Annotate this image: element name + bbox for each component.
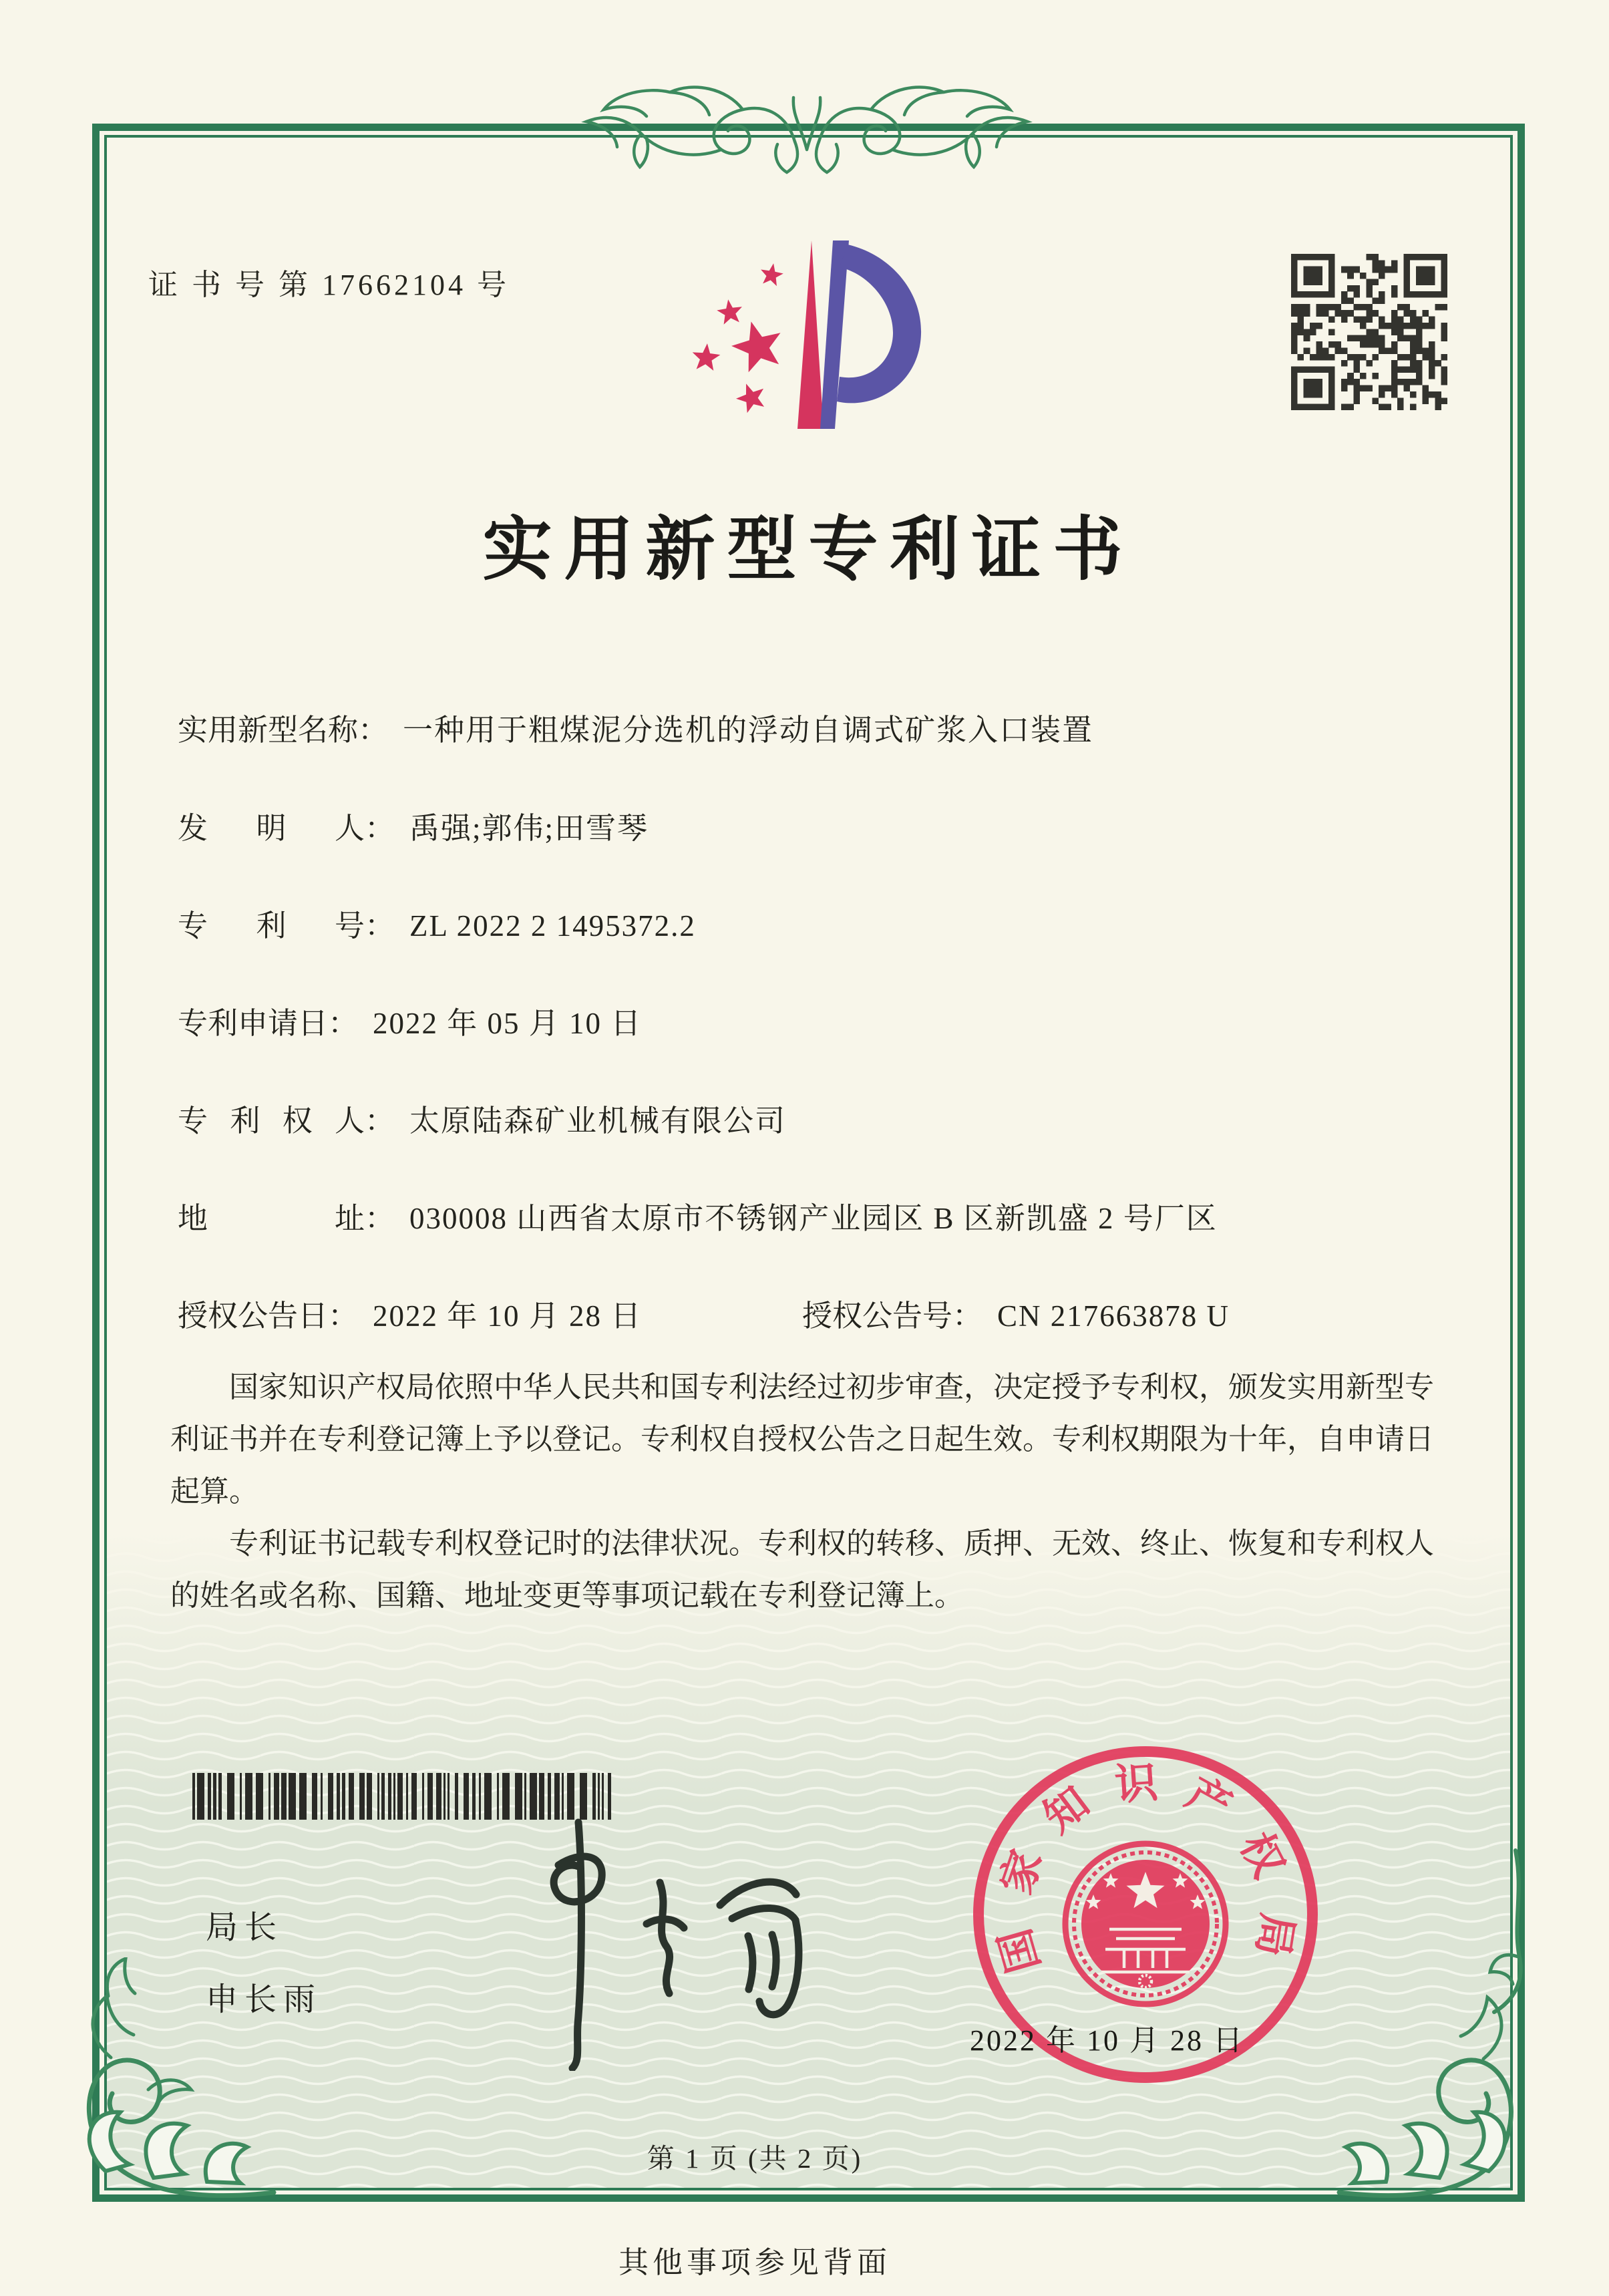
- field-pair-grant-number: [802, 1291, 1230, 1335]
- page-number: 第 1 页 (共 2 页): [647, 2143, 863, 2174]
- field-label: 实用新型名称: [178, 713, 359, 747]
- legal-paragraph-2: 专利证书记载专利权登记时的法律状况。专利权的转移、质押、无效、终止、恢复和专利权人的姓名或名称、国籍、地址变更等事项记载在专利登记簿上。: [170, 1527, 1434, 1612]
- field-colon: ：: [365, 1104, 395, 1138]
- field-value: 030008 山西省太原市不锈钢产业园区 B 区新凯盛 2 号厂区: [409, 1202, 1218, 1235]
- field-value: 禹强;郭伟;田雪琴: [409, 812, 649, 845]
- svg-text:产: 产: [1178, 1769, 1240, 1832]
- legal-text: [170, 1361, 1434, 1622]
- qr-code-icon: [1291, 254, 1447, 410]
- svg-text:识: 识: [1113, 1758, 1159, 1810]
- field-row-address: [178, 1194, 1447, 1234]
- svg-text:国: 国: [991, 1923, 1049, 1978]
- field-colon: ：: [365, 1202, 395, 1235]
- director-name: 申长雨: [206, 1982, 323, 2017]
- field-colon: ：: [365, 812, 395, 845]
- field-row-filing-date: [178, 999, 1447, 1039]
- field-colon: ：: [952, 1299, 983, 1333]
- back-note: 其他事项参见背面: [618, 2246, 891, 2279]
- top-ornament-icon: [568, 75, 1046, 175]
- handwritten-signature-icon: [434, 1804, 835, 2071]
- field-value: CN 217663878 U: [997, 1299, 1230, 1333]
- svg-text:知: 知: [1035, 1778, 1098, 1842]
- svg-text:权: 权: [1231, 1825, 1293, 1885]
- field-value: ZL 2022 2 1495372.2: [409, 909, 696, 943]
- field-colon: ：: [365, 909, 395, 943]
- field-colon: ：: [328, 1299, 359, 1333]
- field-label: 专 利 权 人: [178, 1104, 365, 1138]
- field-value: 太原陆森矿业机械有限公司: [409, 1104, 787, 1138]
- national-emblem-icon: [1065, 1844, 1226, 2004]
- field-row-patentee: [178, 1096, 1447, 1136]
- certificate-title: 实用新型专利证书: [482, 512, 1135, 589]
- cnipa-logo-icon: [658, 232, 925, 436]
- seal-date: 2022 年 10 月 28 日: [970, 2024, 1244, 2057]
- field-label: 地 址: [178, 1202, 365, 1235]
- field-colon: ：: [358, 713, 389, 747]
- svg-text:局: 局: [1248, 1910, 1302, 1960]
- field-label: 专 利 号: [178, 909, 365, 943]
- field-row-inventor: [178, 804, 1447, 844]
- svg-text:家: 家: [992, 1844, 1051, 1901]
- field-label: 授权公告日: [178, 1299, 329, 1333]
- field-label: 授权公告号: [802, 1299, 953, 1333]
- field-row-grant: [178, 1291, 1447, 1331]
- field-row-name: [178, 705, 1447, 746]
- field-value: 2022 年 10 月 28 日: [373, 1299, 643, 1333]
- legal-paragraph-1: 国家知识产权局依照中华人民共和国专利法经过初步审查，决定授予专利权，颁发实用新型专利证书并在专利登记簿上予以登记。专利权自授权公告之日起生效。专利权期限为十年，自申请日起算。: [170, 1371, 1434, 1508]
- field-value: 2022 年 05 月 10 日: [373, 1007, 643, 1040]
- field-label: 发 明 人: [178, 812, 365, 845]
- director-title: 局长: [206, 1910, 284, 1945]
- field-label: 专利申请日: [178, 1007, 329, 1040]
- field-value: 一种用于粗煤泥分选机的浮动自调式矿浆入口装置: [403, 713, 1094, 747]
- field-row-patent-number: [178, 901, 1447, 941]
- certificate-number: 证 书 号 第 17662104 号: [148, 269, 510, 301]
- field-colon: ：: [328, 1007, 359, 1040]
